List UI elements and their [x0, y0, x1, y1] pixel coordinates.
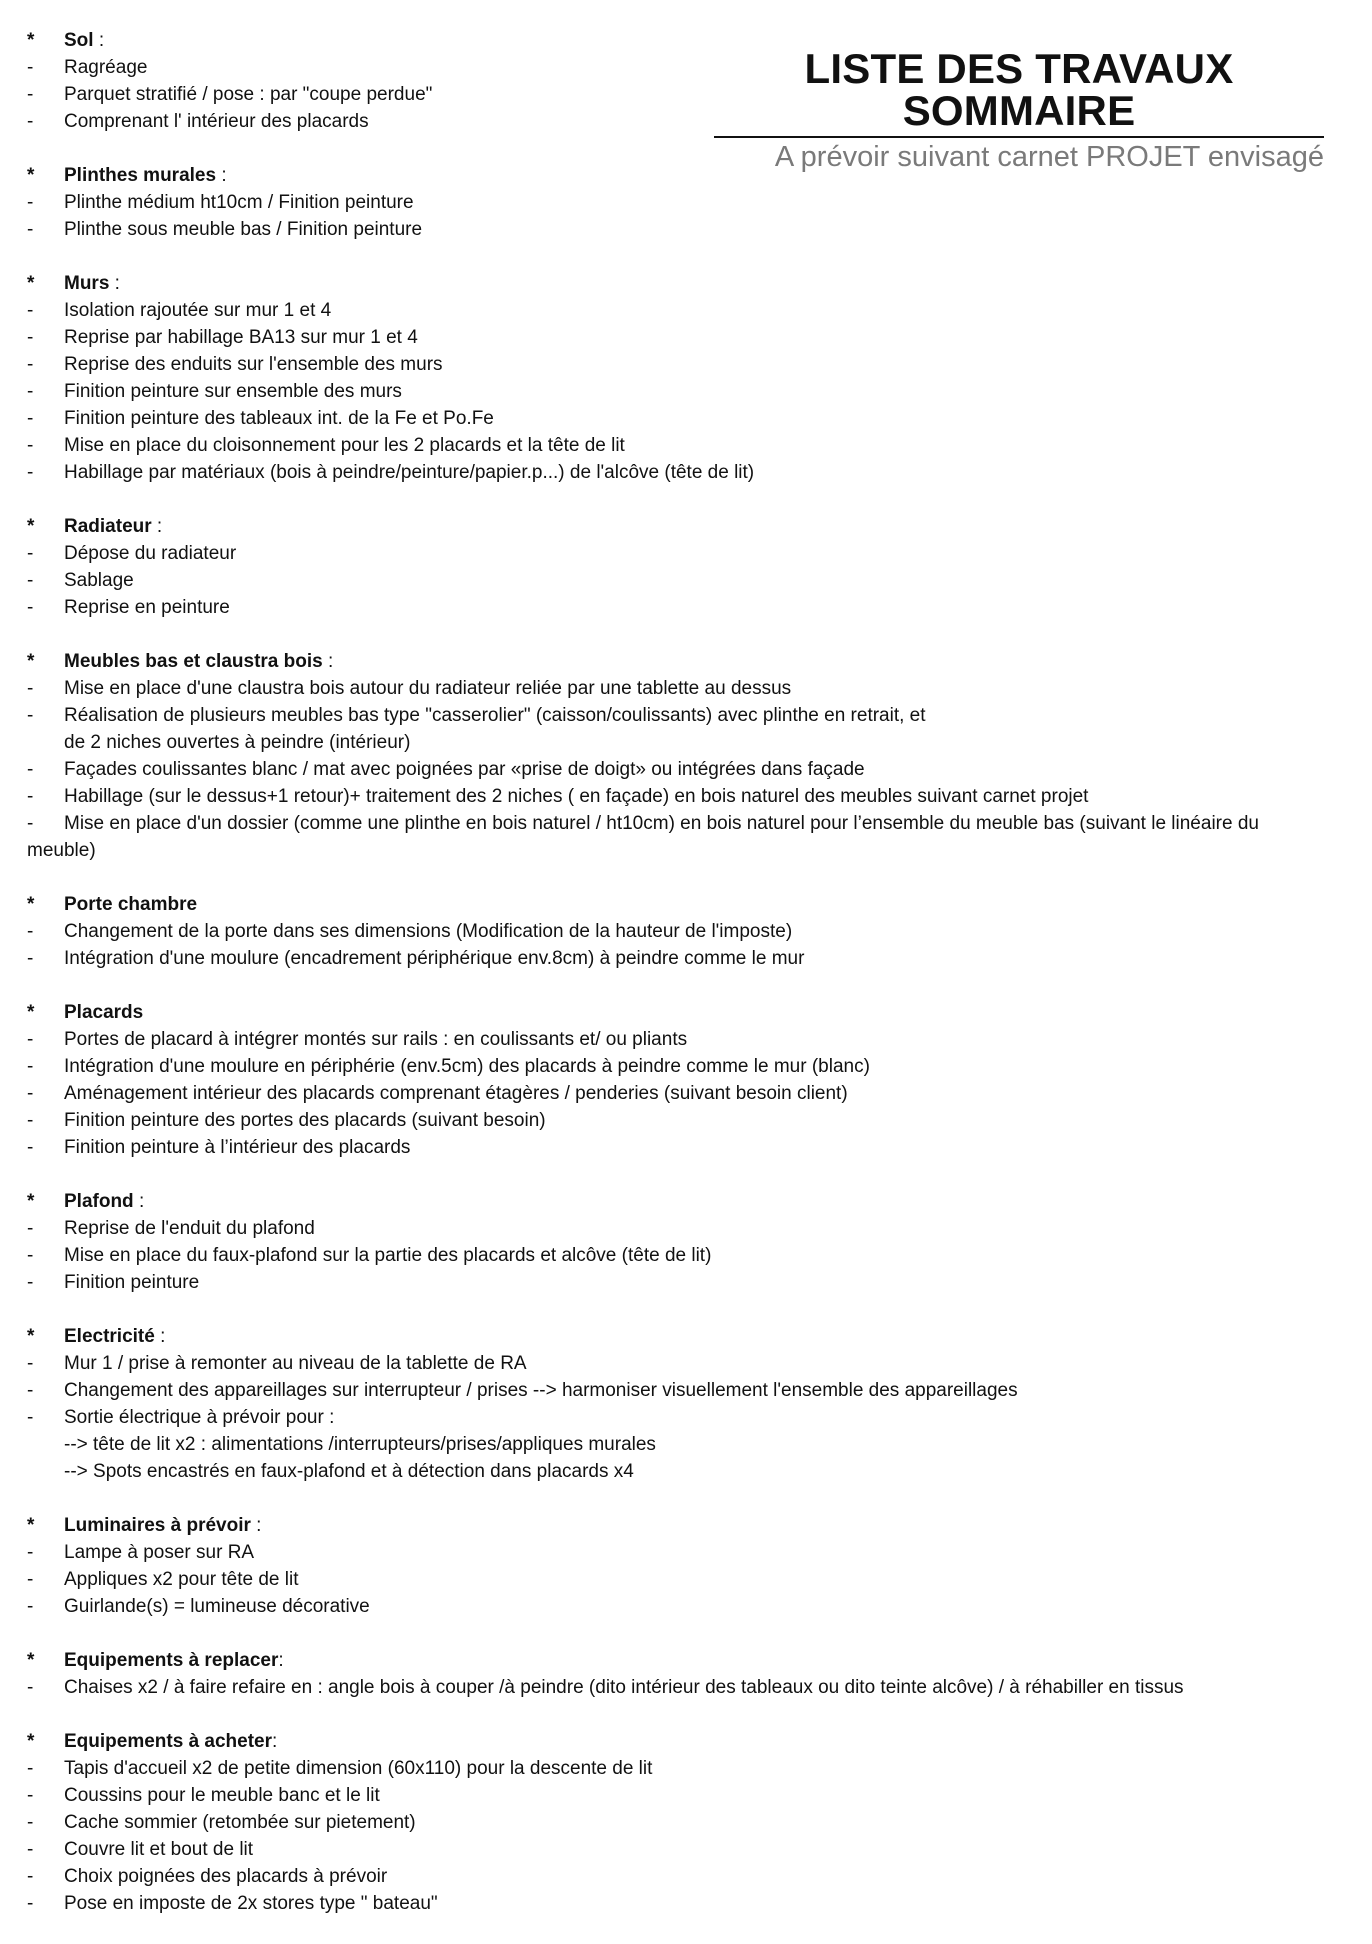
list-item: - Lampe à poser sur RA	[27, 1542, 255, 1563]
section-heading: * Plinthes murales :	[27, 165, 227, 186]
list-item: - Intégration d'une moulure (encadrement périphérique env.8cm) à peindre comme le mur	[27, 948, 805, 969]
list-item: - Mise en place d'un dossier (comme une plinthe en bois naturel / ht10cm) en bois naturel pour l’ensemble du meuble bas (suivant le linéaire du	[27, 813, 1259, 834]
list-item: - Reprise des enduits sur l'ensemble des murs	[27, 354, 443, 375]
list-item: - Habillage par matériaux (bois à peindre/peinture/papier.p...) de l'alcôve (tête de lit)	[27, 462, 755, 483]
list-item: - Cache sommier (retombée sur pietement)	[27, 1812, 416, 1833]
section-plafond	[27, 1188, 1357, 1296]
list-item: - Guirlande(s) = lumineuse décorative	[27, 1596, 370, 1617]
list-item: - Pose en imposte de 2x stores type " bateau"	[27, 1893, 438, 1914]
list-item: - Finition peinture à l’intérieur des placards	[27, 1137, 411, 1158]
list-item: - Dépose du radiateur	[27, 543, 237, 564]
list-item: - Appliques x2 pour tête de lit	[27, 1569, 299, 1590]
section-heading: * Sol :	[27, 30, 105, 51]
list-item: - Réalisation de plusieurs meubles bas type "casserolier" (caisson/coulissants) avec plinthe en retrait, et	[27, 705, 926, 726]
list-item: - Changement de la porte dans ses dimensions (Modification de la hauteur de l'imposte)	[27, 921, 793, 942]
list-item: - Finition peinture des tableaux int. de la Fe et Po.Fe	[27, 408, 494, 429]
section-heading: * Equipements à replacer:	[27, 1650, 284, 1671]
section-heading: * Placards	[27, 1002, 144, 1023]
section-equipements-acheter	[27, 1728, 1357, 1917]
list-item: - Couvre lit et bout de lit	[27, 1839, 254, 1860]
list-item: - Mise en place du cloisonnement pour les 2 placards et la tête de lit	[27, 435, 625, 456]
list-item: - Tapis d'accueil x2 de petite dimension (60x110) pour la descente de lit	[27, 1758, 653, 1779]
list-item: - Changement des appareillages sur interrupteur / prises --> harmoniser visuellement l'ensemble des appareillages	[27, 1380, 1018, 1401]
section-heading: * Porte chambre	[27, 894, 198, 915]
list-item: - Mise en place d'une claustra bois autour du radiateur reliée par une tablette au dessus	[27, 678, 792, 699]
list-sub-item: --> Spots encastrés en faux-plafond et à détection dans placards x4	[64, 1461, 634, 1482]
list-item: - Portes de placard à intégrer montés sur rails : en coulissants et/ ou pliants	[27, 1029, 688, 1050]
list-sub-item: --> tête de lit x2 : alimentations /interrupteurs/prises/appliques murales	[64, 1434, 656, 1455]
section-heading: * Murs :	[27, 273, 120, 294]
section-luminaires	[27, 1512, 1357, 1620]
list-item: - Aménagement intérieur des placards comprenant étagères / penderies (suivant besoin client)	[27, 1083, 848, 1104]
list-item: - Façades coulissantes blanc / mat avec poignées par «prise de doigt» ou intégrées dans façade	[27, 759, 865, 780]
list-item: - Reprise en peinture	[27, 597, 230, 618]
list-item: - Finition peinture des portes des placards (suivant besoin)	[27, 1110, 546, 1131]
list-item: - Sortie électrique à prévoir pour :	[27, 1407, 335, 1428]
list-item: - Comprenant l' intérieur des placards	[27, 111, 369, 132]
list-item: - Parquet stratifié / pose : par "coupe perdue"	[27, 84, 433, 105]
section-heading: * Radiateur :	[27, 516, 163, 537]
list-item: - Finition peinture	[27, 1272, 200, 1293]
list-item: - Choix poignées des placards à prévoir	[27, 1866, 388, 1887]
section-sol	[27, 27, 1357, 135]
section-murs	[27, 270, 1357, 486]
list-item: - Mur 1 / prise à remonter au niveau de la tablette de RA	[27, 1353, 527, 1374]
section-heading: * Meubles bas et claustra bois :	[27, 651, 334, 672]
section-heading: * Electricité :	[27, 1326, 166, 1347]
works-list	[27, 27, 1357, 1944]
section-heading: * Plafond :	[27, 1191, 145, 1212]
document-subtitle: A prévoir suivant carnet PROJET envisagé	[774, 141, 1324, 173]
section-electricite	[27, 1323, 1357, 1485]
section-meubles-bas	[27, 648, 1357, 864]
list-item: - Plinthe sous meuble bas / Finition peinture	[27, 219, 423, 240]
section-heading: * Luminaires à prévoir :	[27, 1515, 262, 1536]
list-item-continuation: de 2 niches ouvertes à peindre (intérieur)	[64, 732, 411, 753]
section-heading: * Equipements à acheter:	[27, 1731, 278, 1752]
section-placards	[27, 999, 1357, 1161]
list-item: - Plinthe médium ht10cm / Finition peinture	[27, 192, 414, 213]
list-item: - Ragréage	[27, 57, 148, 78]
section-radiateur	[27, 513, 1357, 621]
list-item: - Coussins pour le meuble banc et le lit	[27, 1785, 380, 1806]
list-item: - Mise en place du faux-plafond sur la partie des placards et alcôve (tête de lit)	[27, 1245, 712, 1266]
list-item: - Sablage	[27, 570, 134, 591]
list-item: - Reprise par habillage BA13 sur mur 1 et 4	[27, 327, 418, 348]
list-item: - Intégration d'une moulure en périphérie (env.5cm) des placards à peindre comme le mur (blanc)	[27, 1056, 870, 1077]
section-plinthes	[27, 162, 1357, 243]
section-porte-chambre	[27, 891, 1357, 972]
list-item: - Habillage (sur le dessus+1 retour)+ traitement des 2 niches ( en façade) en bois naturel des meubles suivant carnet projet	[27, 786, 1089, 807]
list-item: - Chaises x2 / à faire refaire en : angle bois à couper /à peindre (dito intérieur des tableaux ou dito teinte alcôve) / à réhabiller en tissus	[27, 1677, 1184, 1698]
list-item: - Isolation rajoutée sur mur 1 et 4	[27, 300, 332, 321]
document-title: LISTE DES TRAVAUX SOMMAIRE	[714, 48, 1324, 138]
list-item-continuation: meuble)	[27, 840, 96, 861]
section-equipements-replacer	[27, 1647, 1357, 1701]
list-item: - Reprise de l'enduit du plafond	[27, 1218, 315, 1239]
list-item: - Finition peinture sur ensemble des murs	[27, 381, 402, 402]
